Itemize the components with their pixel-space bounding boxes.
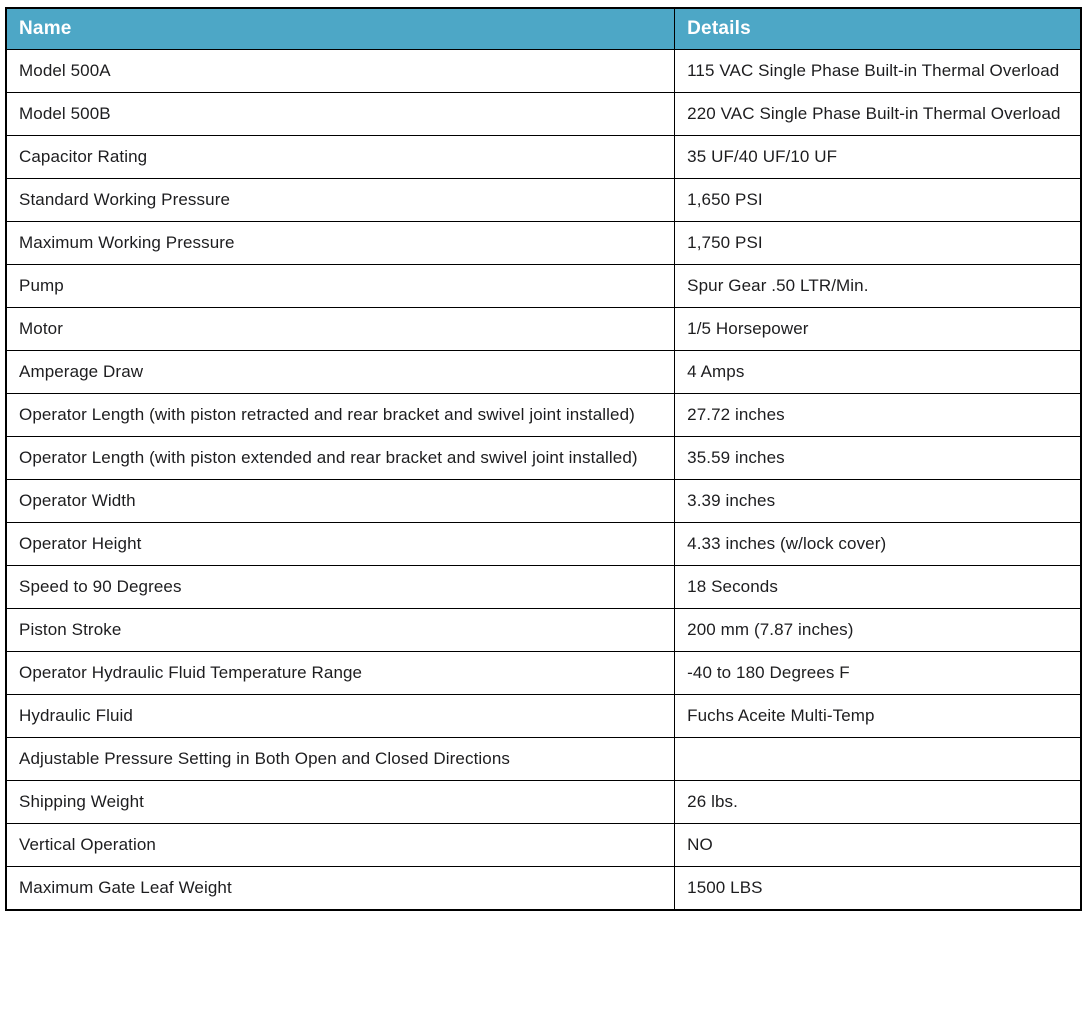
spec-details-cell: 26 lbs.	[675, 781, 1081, 824]
spec-name-cell: Operator Hydraulic Fluid Temperature Range	[6, 652, 675, 695]
spec-details-cell: 18 Seconds	[675, 566, 1081, 609]
spec-details-cell: 3.39 inches	[675, 480, 1081, 523]
spec-name-cell: Operator Length (with piston extended and rear bracket and swivel joint installed)	[6, 437, 675, 480]
spec-details-cell: 1,750 PSI	[675, 222, 1081, 265]
spec-details-cell: Spur Gear .50 LTR/Min.	[675, 265, 1081, 308]
spec-details-cell: 1/5 Horsepower	[675, 308, 1081, 351]
spec-name-cell: Piston Stroke	[6, 609, 675, 652]
table-row	[6, 609, 1081, 652]
spec-details-cell: Fuchs Aceite Multi-Temp	[675, 695, 1081, 738]
table-row	[6, 695, 1081, 738]
spec-table-body	[6, 50, 1081, 911]
spec-details-cell: -40 to 180 Degrees F	[675, 652, 1081, 695]
table-row	[6, 394, 1081, 437]
table-row	[6, 480, 1081, 523]
table-row	[6, 136, 1081, 179]
spec-details-cell: 35 UF/40 UF/10 UF	[675, 136, 1081, 179]
spec-details-cell: 4 Amps	[675, 351, 1081, 394]
table-row	[6, 781, 1081, 824]
spec-details-cell: 220 VAC Single Phase Built-in Thermal Overload	[675, 93, 1081, 136]
spec-name-cell: Motor	[6, 308, 675, 351]
spec-name-cell: Operator Height	[6, 523, 675, 566]
table-row	[6, 523, 1081, 566]
spec-details-cell	[675, 738, 1081, 781]
spec-name-cell: Model 500A	[6, 50, 675, 93]
spec-name-cell: Maximum Working Pressure	[6, 222, 675, 265]
header-row	[6, 8, 1081, 50]
spec-name-cell: Amperage Draw	[6, 351, 675, 394]
spec-name-cell: Shipping Weight	[6, 781, 675, 824]
column-header-name: Name	[6, 8, 675, 50]
spec-table	[5, 7, 1082, 911]
spec-details-cell: 115 VAC Single Phase Built-in Thermal Overload	[675, 50, 1081, 93]
spec-name-cell: Operator Width	[6, 480, 675, 523]
spec-details-cell: 1500 LBS	[675, 867, 1081, 911]
spec-name-cell: Model 500B	[6, 93, 675, 136]
table-row	[6, 652, 1081, 695]
table-row	[6, 738, 1081, 781]
spec-name-cell: Hydraulic Fluid	[6, 695, 675, 738]
table-row	[6, 50, 1081, 93]
spec-name-cell: Maximum Gate Leaf Weight	[6, 867, 675, 911]
spec-details-cell: 4.33 inches (w/lock cover)	[675, 523, 1081, 566]
spec-details-cell: 35.59 inches	[675, 437, 1081, 480]
table-row	[6, 222, 1081, 265]
spec-table-header	[6, 8, 1081, 50]
spec-details-cell: 200 mm (7.87 inches)	[675, 609, 1081, 652]
table-row	[6, 867, 1081, 911]
spec-name-cell: Operator Length (with piston retracted and rear bracket and swivel joint installed)	[6, 394, 675, 437]
column-header-details: Details	[675, 8, 1081, 50]
table-row	[6, 265, 1081, 308]
spec-name-cell: Adjustable Pressure Setting in Both Open and Closed Directions	[6, 738, 675, 781]
spec-details-cell: 27.72 inches	[675, 394, 1081, 437]
spec-name-cell: Speed to 90 Degrees	[6, 566, 675, 609]
spec-name-cell: Standard Working Pressure	[6, 179, 675, 222]
spec-name-cell: Vertical Operation	[6, 824, 675, 867]
spec-details-cell: NO	[675, 824, 1081, 867]
table-row	[6, 308, 1081, 351]
table-row	[6, 437, 1081, 480]
table-row	[6, 566, 1081, 609]
table-row	[6, 351, 1081, 394]
spec-name-cell: Pump	[6, 265, 675, 308]
spec-name-cell: Capacitor Rating	[6, 136, 675, 179]
table-row	[6, 824, 1081, 867]
table-row	[6, 93, 1081, 136]
spec-details-cell: 1,650 PSI	[675, 179, 1081, 222]
table-row	[6, 179, 1081, 222]
